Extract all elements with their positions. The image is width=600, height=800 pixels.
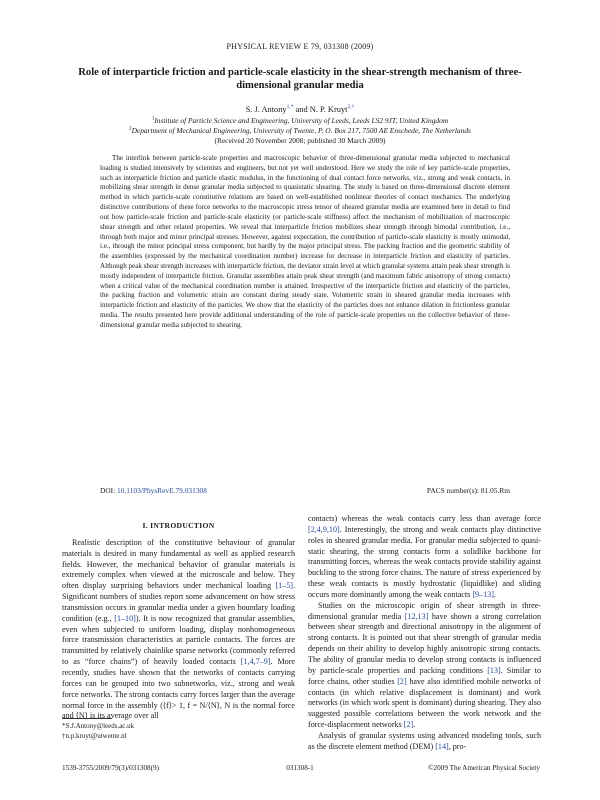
paper-title: Role of interparticle friction and particle-scale elasticity in the shear-strength mechanism of three-dimensional granular media bbox=[78, 67, 522, 91]
citation-link[interactable]: [1–10] bbox=[114, 613, 136, 623]
citation-link[interactable]: [1,4,7–9] bbox=[240, 657, 271, 667]
abstract: The interlink between particle-scale properties and macroscopic behavior of three-dimensional granular media subjected to mechanical loading is studied intensively by scientists and engineers, but not yet well understood. Here we study the role of key particle-scale properties, such as interparticle friction and particle elastic modulus, in the functioning of dual contact force networks, viz., strong and weak contacts, in mobilizing shear strength in dense granular media subjected to quasistatic shearing. The study is based on three-dimensional discrete element method in which particle-scale constitutive relations are based on well-established nonlinear theories of contact mechanics. The underlying distinctive contributions of these force networks to the macroscopic stress tensor of sheared granular media are examined here in detail to find out how particle-scale friction and particle-scale elasticity (or particle-scale stiffness) affect the mechanism of mobilization of macroscopic shear strength and other related properties. We reveal that interparticle friction mobilizes shear strength through bimodal contribution, i.e., through both major and minor principal stresses. However, against expectation, the contribution of particle-scale elasticity is mostly unimodal, i.e., through the minor principal stress component, but hardly by the major principal stress. The packing fraction and the geometric stability of the assemblies (expressed by the mechanical coordination number) increase for decrease in interparticle friction and elasticity of particles. Although peak shear strength increases with interparticle friction, the deviator strain level at which granular systems attain peak shear strength is mostly independent of interparticle friction. Granular assemblies attain peak shear strength (and maximum fabric anisotropy of strong contacts) when a critical value of the mechanical coordination number is attained. Irrespective of the interparticle friction and elasticity of the particles, the packing fraction and volumetric strain are constant during steady state. Volumetric strain in sheared granular media increases with interparticle friction and elasticity of the particles. We show that the elasticity of the particles does not enhance dilation in frictionless granular media. The results presented here provide additional understanding of the role of particle-scale properties on the collective behavior of three-dimensional granular media subjected to shearing. bbox=[100, 154, 510, 329]
footer-copyright: ©2009 The American Physical Society bbox=[428, 764, 540, 772]
author-conjunction: and bbox=[293, 104, 310, 114]
author-kruyt-affil[interactable]: 2,† bbox=[347, 104, 355, 110]
intro-paragraph-3: Analysis of granular systems using advanced modeling tools, such as the discrete element method (DEM) [14], pro- bbox=[308, 730, 541, 751]
citation-link[interactable]: [14] bbox=[435, 741, 449, 751]
intro-paragraph-1: Realistic description of the constitutive behaviour of granular materials is desired in many fundamental as well as applied research fields. However, the mechanical behavior of granular materials is extremely complex when viewed at the microscale and below. They often display surprising behaviors under mechanical loading [1–5]. Significant numbers of studies report some advancement on how stress transmission occurs in granular media under a given boundary loading condition (e.g., [1–10]). It is now recognized that granular assemblies, even when subjected to uniform loading, display nonhomogeneous force transmission characteristics at particle contacts. The forces are transmitted by relatively chainlike sparse networks (commonly referred to as “force chains”) of heavily loaded contacts [1,4,7–9]. More recently, studies have shown that the networks of contacts carrying forces can be grouped into two subnetworks, viz., strong and weak force networks. The strong contacts carry forces larger than the average normal force in the assembly (⟨f⟩> 1, f = N/⟨N⟩, N is the normal force and ⟨N⟩ is its average over all bbox=[62, 537, 296, 721]
column-right bbox=[308, 514, 541, 753]
doi-label: DOI: bbox=[100, 486, 118, 495]
intro-paragraph-2: Studies on the microscopic origin of shear strength in three-dimensional granular media [12,13] have shown a strong correlation between shear strength and directional anisotropy in the alignment of strong contacts. It is pointed out that shear strength of granular media depends on their ability to develop highly anisotropic strong contacts. The ability of granular media to develop strong contacts is influenced by particle-scale properties and packing conditions [13]. Similar to force chains, other studies [2] have also identified mobile networks of contacts (in which relative displacement is dominant) and work networks (in which work spent is dominant) during shearing. They also suggested possible correlations between the work network and the force-displacement networks [2]. bbox=[308, 600, 542, 730]
section-heading-introduction: I. INTRODUCTION bbox=[142, 521, 215, 530]
pacs-number: PACS number(s): 81.05.Rm bbox=[426, 486, 510, 495]
citation-link[interactable]: [2] bbox=[403, 720, 414, 730]
footer-issn: 1539-3755/2009/79(3)/031308(9) bbox=[62, 764, 160, 772]
column-left bbox=[62, 521, 295, 722]
intro-paragraph-1-continued: contacts) whereas the weak contacts carry less than average force [2,4,9,10]. Interestingly, the strong and weak contacts play distinctive roles in sheared granular media. For granular media subjected to quasi-static shearing, the strong contacts form a solidlike backbone for transmitting forces, whereas the weak contacts provide stability against buckling to the strong force chains. The nature of stress experienced by these weak contacts is mostly hydrostatic (liquidlike) and sliding occurs more dominantly among the weak contacts [9–13]. bbox=[308, 514, 541, 599]
doi-line bbox=[100, 486, 207, 495]
affiliation-1: $^1$Institute of Particle Science and Engineering, University of Leeds, Leeds LS2 9JT, United Kingdom bbox=[151, 116, 449, 125]
citation-link[interactable]: [2] bbox=[397, 676, 407, 686]
author-kruyt: N. P. Kruyt bbox=[309, 104, 348, 114]
footnote-email-antony[interactable]: *S.J.Antony@leeds.ac.uk bbox=[62, 722, 135, 730]
citation-link[interactable]: [13] bbox=[487, 665, 501, 675]
received-date: (Received 20 November 2008; published 30 March 2009) bbox=[214, 136, 386, 145]
footer-page-number: 031308-1 bbox=[286, 764, 314, 772]
footnote-divider bbox=[62, 718, 112, 719]
doi-link[interactable]: 10.1103/PhysRevE.79.031308 bbox=[117, 486, 207, 495]
citation-link[interactable]: [1–5] bbox=[275, 581, 293, 591]
journal-header: PHYSICAL REVIEW E 79, 031308 (2009) bbox=[226, 42, 374, 51]
citation-link[interactable]: [12,13] bbox=[404, 611, 429, 621]
footnote-email-kruyt[interactable]: †n.p.kruyt@utwente.nl bbox=[62, 732, 127, 740]
citation-link[interactable]: [2,4,9,10] bbox=[308, 524, 340, 534]
author-antony-affil[interactable]: 1,* bbox=[286, 104, 294, 110]
citation-link[interactable]: [9–13] bbox=[472, 589, 494, 599]
author-antony: S. J. Antony bbox=[245, 104, 287, 114]
author-line bbox=[0, 104, 600, 114]
affiliation-2: $^2$Department of Mechanical Engineering, University of Twente, P. O. Box 217, 7500 AE Enschede, The Netherlands bbox=[129, 126, 471, 135]
